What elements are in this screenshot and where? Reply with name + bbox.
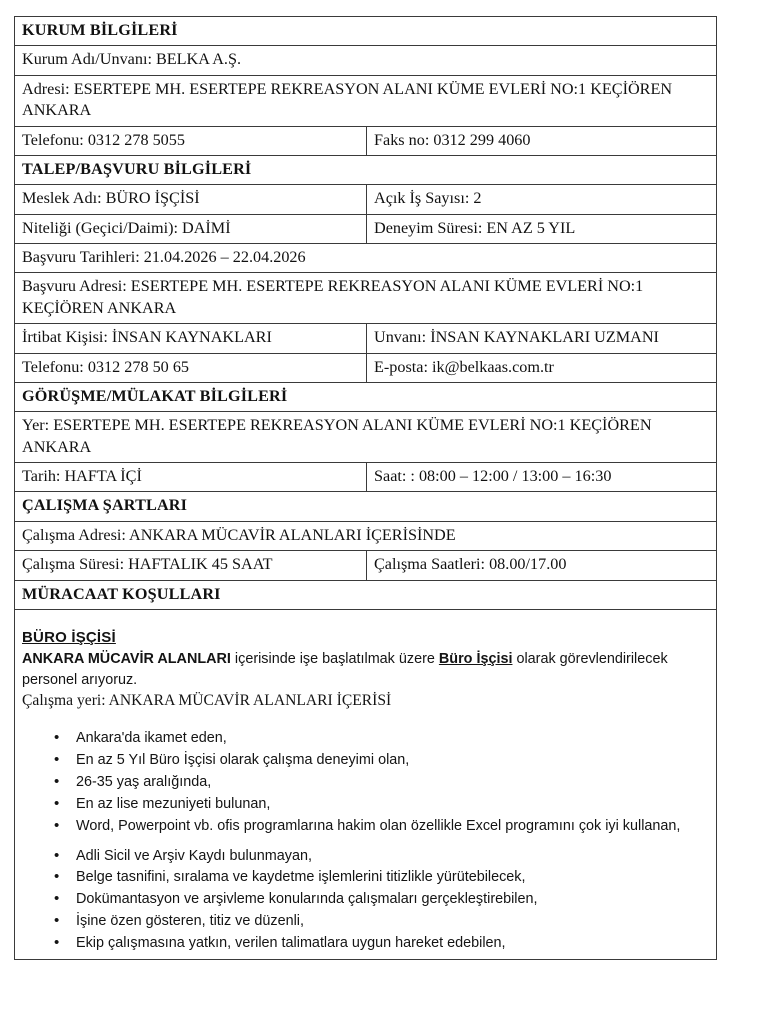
list-item: • İşine özen gösteren, titiz ve düzenli, [76,911,709,932]
field-acik-is-sayisi: Açık İş Sayısı: 2 [367,185,717,214]
field-kurum-faks: Faks no: 0312 299 4060 [367,126,717,155]
list-item: • Word, Powerpoint vb. ofis programlarına hakim olan özellikle Excel programını çok iyi kullanan, [76,816,709,837]
list-item: • En az lise mezuniyeti bulunan, [76,794,709,815]
table-row [15,412,717,463]
field-basvuru-eposta: E-posta: ik@belkaas.com.tr [367,353,717,382]
list-item: • En az 5 Yıl Büro İşçisi olarak çalışma deneyimi olan, [76,750,709,771]
body-intro-strong-location: ANKARA MÜCAVİR ALANLARI [22,651,231,668]
field-gorusme-tarihi: Tarih: HAFTA İÇİ [15,463,367,492]
body-workplace-line: Çalışma yeri: ANKARA MÜCAVİR ALANLARI İÇERİSİ [22,692,392,710]
body-heading-buro-iscisi: BÜRO İŞÇİSİ [22,628,116,646]
field-deneyim-suresi: Deneyim Süresi: EN AZ 5 YIL [367,214,717,243]
list-item: • Dokümantasyon ve arşivleme konularında çalışmaları gerçekleştirebilen, [76,889,709,910]
field-niteligi: Niteliği (Geçici/Daimi): DAİMİ [15,214,367,243]
body-intro-text-1: içerisinde işe başlatılmak üzere [230,651,439,668]
list-item: • 26-35 yaş aralığında, [76,772,709,793]
list-item: • Adli Sicil ve Arşiv Kaydı bulunmayan, [76,846,709,867]
field-meslek-adi: Meslek Adı: BÜRO İŞÇİSİ [15,185,367,214]
field-basvuru-adresi: Başvuru Adresi: ESERTEPE MH. ESERTEPE REKREASYON ALANI KÜME EVLERİ NO:1 KEÇİÖREN ANKARA [15,273,717,324]
table-row [15,609,717,959]
table-row [15,46,717,75]
table-row [15,214,717,243]
field-gorusme-yeri: Yer: ESERTEPE MH. ESERTEPE REKREASYON ALANI KÜME EVLERİ NO:1 KEÇİÖREN ANKARA [15,412,717,463]
table-row [15,580,717,609]
body-intro-paragraph [22,649,709,690]
section-header-gorusme-mulakat-bilgileri: GÖRÜŞME/MÜLAKAT BİLGİLERİ [15,382,717,411]
field-basvuru-tarihleri: Başvuru Tarihleri: 21.04.2026 – 22.04.2026 [15,244,717,273]
field-kurum-adi: Kurum Adı/Unvanı: BELKA A.Ş. [15,46,717,75]
section-header-muracaat-kosullari: MÜRACAAT KOŞULLARI [15,580,717,609]
section-header-talep-basvuru-bilgileri: TALEP/BAŞVURU BİLGİLERİ [15,155,717,184]
list-item: • Belge tasnifini, sıralama ve kaydetme işlemlerini titizlikle yürütebilecek, [76,867,709,888]
table-row [15,551,717,580]
field-irtibat-unvani: Unvanı: İNSAN KAYNAKLARI UZMANI [367,324,717,353]
table-row [15,244,717,273]
field-basvuru-telefonu: Telefonu: 0312 278 50 65 [15,353,367,382]
field-gorusme-saati: Saat: : 08:00 – 12:00 / 13:00 – 16:30 [367,463,717,492]
table-row [15,382,717,411]
table-row [15,353,717,382]
table-row [15,17,717,46]
field-kurum-telefonu: Telefonu: 0312 278 5055 [15,126,367,155]
table-row [15,185,717,214]
section-header-calisma-sartlari: ÇALIŞMA ŞARTLARI [15,492,717,521]
job-posting-table [14,16,717,960]
table-row [15,273,717,324]
list-item: • Ekip çalışmasına yatkın, verilen talimatlara uygun hareket edebilen, [76,933,709,954]
table-row [15,155,717,184]
section-header-kurum-bilgileri: KURUM BİLGİLERİ [15,17,717,46]
body-intro-text-2: olarak görevlendirilecek personel arıyoruz. [22,651,668,688]
field-calisma-saatleri: Çalışma Saatleri: 08.00/17.00 [367,551,717,580]
field-irtibat-kisisi: İrtibat Kişisi: İNSAN KAYNAKLARI [15,324,367,353]
requirements-list [22,728,709,954]
field-calisma-suresi: Çalışma Süresi: HAFTALIK 45 SAAT [15,551,367,580]
table-row [15,75,717,126]
table-row [15,126,717,155]
table-row [15,463,717,492]
field-kurum-adresi: Adresi: ESERTEPE MH. ESERTEPE REKREASYON ALANI KÜME EVLERİ NO:1 KEÇİÖREN ANKARA [15,75,717,126]
list-item: • Ankara'da ikamet eden, [76,728,709,749]
table-row [15,521,717,550]
muracaat-kosullari-body [15,609,717,959]
table-row [15,324,717,353]
table-row [15,492,717,521]
body-intro-strong-role: Büro İşçisi [438,651,513,668]
field-calisma-adresi: Çalışma Adresi: ANKARA MÜCAVİR ALANLARI İÇERİSİNDE [15,521,717,550]
